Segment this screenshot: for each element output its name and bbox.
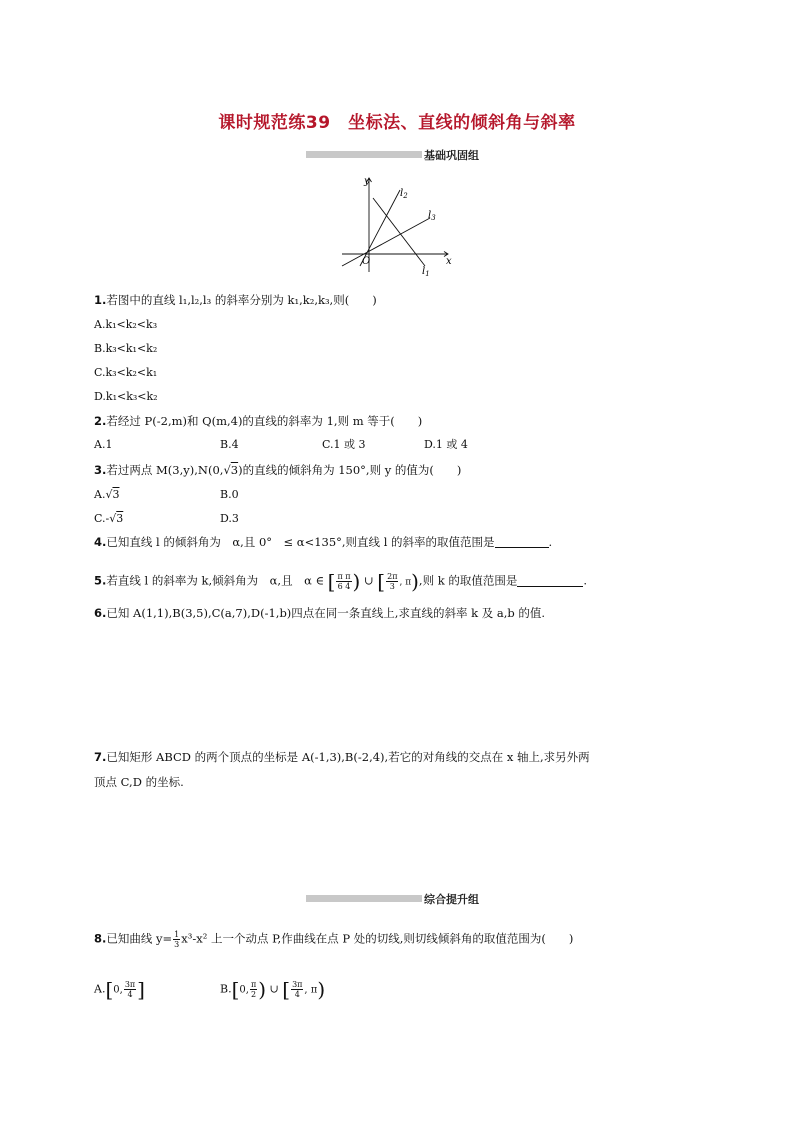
question-number: 6. [94,606,107,620]
q1-option-b: B.k₃<k₁<k₂ [94,342,158,355]
page-title: 课时规范练39 坐标法、直线的倾斜角与斜率 [218,113,576,133]
q2-option-c: C.1 或 3 [322,438,366,451]
l2-label: l [400,188,404,199]
question-number: 4. [94,535,107,549]
line-l3 [342,218,430,266]
q1-option-a: A.k₁<k₂<k₃ [94,318,158,331]
q3-option-d: D.3 [220,512,239,525]
question-text: ,则 k 的取值范围是 [418,573,518,588]
fraction: $\frac{2\pi}{3}$ [387,572,398,591]
question-number: 1. [94,293,107,307]
l1-label: l [422,266,426,277]
question-text: x³-x² 上一个动点 P,作曲线在点 P 处的切线,则切线倾斜角的取值范围为( ) [181,931,574,946]
answer-blank [495,547,549,548]
coordinate-figure [330,172,460,280]
line-l1 [373,198,425,266]
question-3 [94,463,461,477]
svg-text:l1 [422,266,430,278]
q2-option-d: D.1 或 4 [424,438,468,451]
question-text: 若过两点 M(3,y),N(0, [106,463,224,477]
svg-text:l2 [400,188,408,200]
q2-option-b: B.4 [220,438,239,451]
sqrt-sign: √ [223,463,231,477]
question-5: 5.若直线 l 的斜率为 k,倾斜角为 α,且 α ∈ [ $\frac{\text{π π}}{6 4}$ ) ∪ [ $\frac{2\pi}{3}$ , π),则 k 的取值范围是 . [94,569,588,594]
q1-option-c: C.k₃<k₂<k₁ [94,366,158,379]
origin-label: O [362,256,371,267]
q8-option-a: A.[0, $\frac{3\pi}{4}$ ] [94,977,145,1002]
question-number: 3. [94,463,107,477]
question-text: 若图中的直线 l₁,l₂,l₃ 的斜率分别为 k₁,k₂,k₃,则( ) [106,293,377,307]
y-axis-label: y [364,176,370,187]
section-label-advanced: 综合提升组 [424,893,479,906]
section-bar [306,895,422,902]
l3-label: l [428,210,432,221]
q1-option-d: D.k₁<k₃<k₂ [94,390,158,403]
q3-option-a: A.√3 [94,488,120,501]
fraction: $\frac{\text{π π}}{6 4}$ [337,572,351,591]
question-number: 2. [94,414,107,428]
fraction: $\frac{1}{3}$ [174,930,180,949]
q3-option-b: B.0 [220,488,239,501]
question-text: )的直线的倾斜角为 150°,则 y 的值为( ) [238,463,462,477]
l3-sub: 3 [431,214,436,222]
section-label-basic: 基础巩固组 [424,149,479,162]
question-8 [94,930,573,949]
question-text: 已知曲线 y= [106,931,173,946]
q8-option-b: B.[0, $\frac{\pi}{2}$ ) ∪ [ $\frac{3\pi}{4}$ , π) [220,977,326,1002]
svg-text:l3 [428,210,436,222]
section-bar [306,151,422,158]
l2-sub: 2 [403,192,408,200]
line-l2 [360,190,400,266]
question-text: 已知 A(1,1),B(3,5),C(a,7),D(-1,b)四点在同一条直线上,求直线的斜率 k 及 a,b 的值. [106,606,546,620]
q3-option-c: C.-√3 [94,512,124,525]
question-number: 8. [94,931,107,946]
question-6 [94,606,545,620]
sqrt-value: 3 [230,463,239,477]
question-text: 若经过 P(-2,m)和 Q(m,4)的直线的斜率为 1,则 m 等于( ) [106,414,423,428]
question-4: 4.已知直线 l 的倾斜角为 α,且 0° ≤ α<135°,则直线 l 的斜率的取值范围是 . [94,535,553,549]
question-7-line-2: 顶点 C,D 的坐标. [94,775,184,789]
question-2 [94,414,422,428]
l1-sub: 1 [425,270,430,278]
x-axis-label: x [446,256,452,267]
question-7-line-1 [94,750,590,764]
question-text: 若直线 l 的斜率为 k,倾斜角为 α,且 α ∈ [106,573,324,588]
question-text: 已知直线 l 的倾斜角为 α,且 0° ≤ α<135°,则直线 l 的斜率的取值范围是 [106,535,495,549]
q2-option-a: A.1 [94,438,113,451]
question-number: 7. [94,750,107,764]
question-text: 已知矩形 ABCD 的两个顶点的坐标是 A(-1,3),B(-2,4),若它的对角线的交点在 x 轴上,求另外两 [106,750,590,764]
question-number: 5. [94,573,107,588]
question-1 [94,293,377,307]
answer-blank [517,586,583,587]
